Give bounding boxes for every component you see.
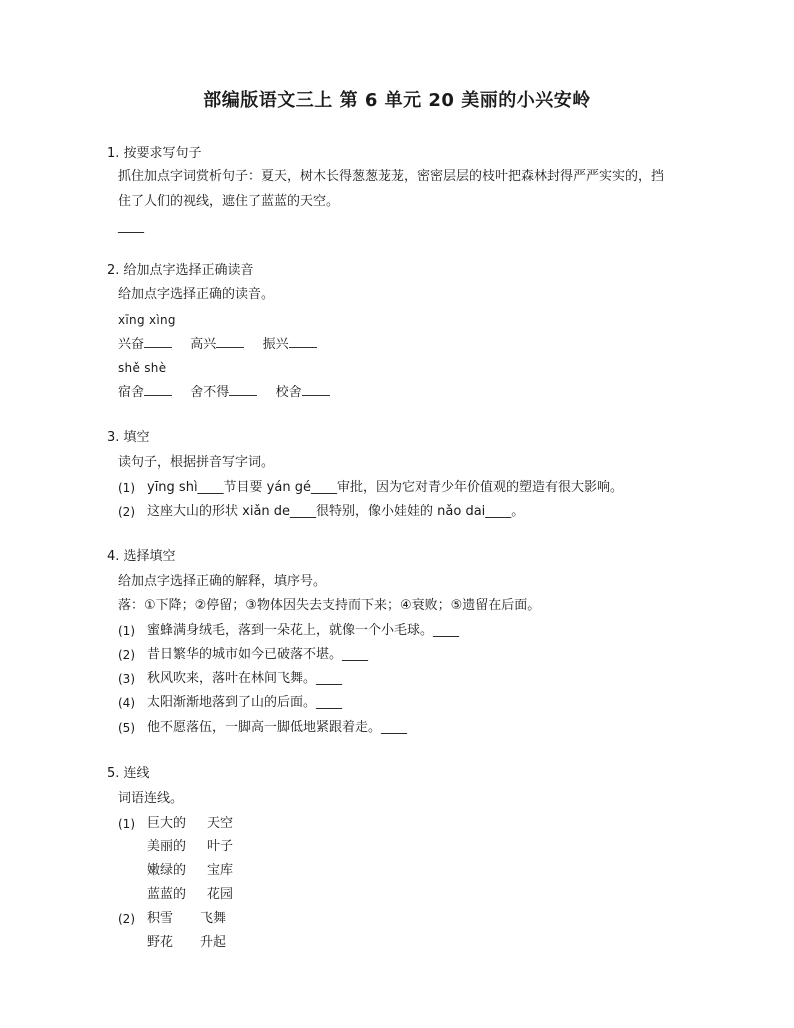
q5-instruction: 词语连线。 <box>118 791 184 806</box>
match-right-word[interactable]: 升起 <box>200 935 227 950</box>
q3-item-text[interactable]: 这座大山的形状 xiǎn de____很特别，像小娃娃的 nǎo dai____。 <box>147 504 525 519</box>
q4-options: 落：①下降；②停留；③物体因失去支持而下来；④衰败；⑤遗留在后面。 <box>118 598 541 613</box>
answer-blank[interactable] <box>289 335 317 348</box>
q2-heading: 2. 给加点字选择正确读音 <box>107 263 254 278</box>
q3-instruction: 读句子，根据拼音写字词。 <box>118 455 275 470</box>
match-left-word[interactable]: 巨大的 <box>147 816 187 831</box>
word: 振兴 <box>262 337 289 352</box>
q5-group2-num: (2) <box>118 912 135 926</box>
q2-pinyin-row1: xīng xìng <box>118 313 176 327</box>
q2-words-row2 <box>118 383 330 402</box>
q5-heading: 5. 连线 <box>107 766 150 781</box>
q1-prompt-line1: 抓住加点字词赏析句子：夏天，树木长得葱葱茏茏，密密层层的枝叶把森林封得严严实实的，挡 <box>118 169 665 184</box>
q4-item-num: (5) <box>118 721 135 735</box>
q2-words-row1 <box>118 335 317 354</box>
match-right-word[interactable]: 叶子 <box>207 839 234 854</box>
match-left-word[interactable]: 野花 <box>147 935 174 950</box>
q1-heading: 1. 按要求写句子 <box>107 146 202 161</box>
match-right-word[interactable]: 花园 <box>207 887 234 902</box>
q1-answer-blank[interactable]: ____ <box>118 219 144 234</box>
q3-item-num: (2) <box>118 505 135 519</box>
q2-instruction: 给加点字选择正确的读音。 <box>118 287 275 302</box>
page-title: 部编版语文三上 第 6 单元 20 美丽的小兴安岭 <box>203 90 591 111</box>
answer-blank[interactable] <box>144 383 172 396</box>
word: 舍不得 <box>190 385 230 400</box>
q1-prompt-line2: 住了人们的视线，遮住了蓝蓝的天空。 <box>118 194 340 209</box>
match-left-word[interactable]: 嫩绿的 <box>147 863 187 878</box>
word: 校舍 <box>275 385 302 400</box>
word: 兴奋 <box>118 337 145 352</box>
q4-item-text[interactable]: 蜜蜂满身绒毛，落到一朵花上，就像一个小毛球。____ <box>147 623 460 638</box>
q4-instruction: 给加点字选择正确的解释，填序号。 <box>118 574 327 589</box>
q4-item-num: (3) <box>118 672 135 686</box>
match-left-word[interactable]: 蓝蓝的 <box>147 887 187 902</box>
q4-item-num: (2) <box>118 648 135 662</box>
word: 高兴 <box>190 337 217 352</box>
word: 宿舍 <box>118 385 145 400</box>
answer-blank[interactable] <box>229 383 257 396</box>
q4-heading: 4. 选择填空 <box>107 549 176 564</box>
match-right-word[interactable]: 宝库 <box>207 863 234 878</box>
answer-blank[interactable] <box>302 383 330 396</box>
match-left-word[interactable]: 积雪 <box>147 911 174 926</box>
q3-item-num: (1) <box>118 481 135 495</box>
q2-pinyin-row2: shě shè <box>118 361 167 375</box>
q4-item-text[interactable]: 昔日繁华的城市如今已破落不堪。____ <box>147 647 369 662</box>
match-right-word[interactable]: 飞舞 <box>200 911 227 926</box>
answer-blank[interactable] <box>144 335 172 348</box>
answer-blank[interactable] <box>216 335 244 348</box>
match-left-word[interactable]: 美丽的 <box>147 839 187 854</box>
q4-item-num: (4) <box>118 696 135 710</box>
match-right-word[interactable]: 天空 <box>207 816 234 831</box>
q5-group1-num: (1) <box>118 817 135 831</box>
q4-item-text[interactable]: 太阳渐渐地落到了山的后面。____ <box>147 695 343 710</box>
q4-item-text[interactable]: 秋风吹来，落叶在林间飞舞。____ <box>147 671 343 686</box>
q4-item-text[interactable]: 他不愿落伍，一脚高一脚低地紧跟着走。____ <box>147 720 408 735</box>
q4-item-num: (1) <box>118 624 135 638</box>
q3-item-text[interactable]: yīng shì____节目要 yán gé____审批，因为它对青少年价值观的塑造有很大影响。 <box>147 480 623 495</box>
q3-heading: 3. 填空 <box>107 430 150 445</box>
